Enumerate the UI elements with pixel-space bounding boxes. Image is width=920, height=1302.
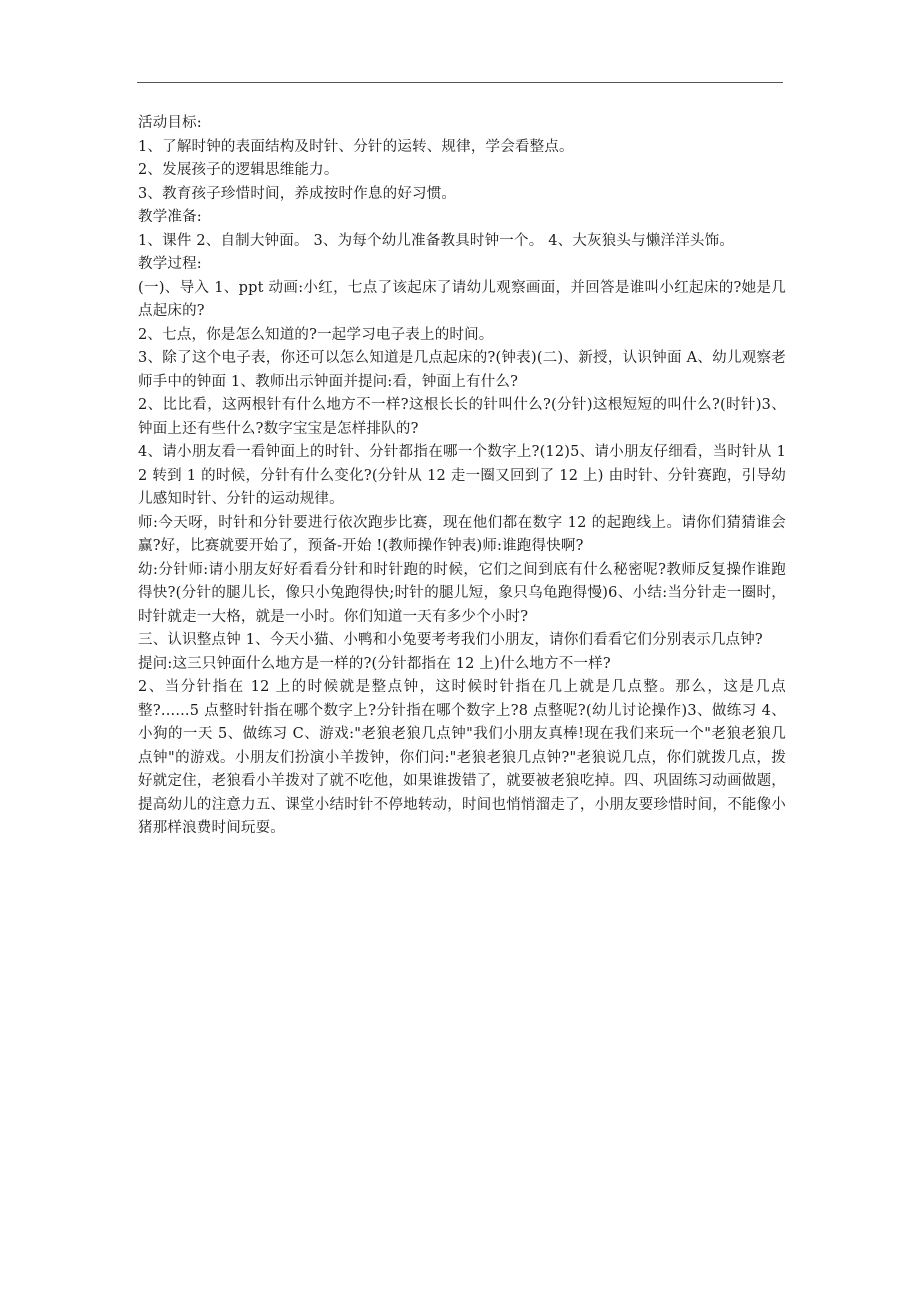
process-paragraph: (一)、导入 1、ppt 动画:小红，七点了该起床了请幼儿观察画面，并回答是谁叫小红起床的?她是几点起床的?: [138, 279, 786, 319]
document-body: [138, 112, 786, 841]
process-paragraph: 2、七点，你是怎么知道的?一起学习电子表上的时间。: [138, 326, 494, 343]
process-paragraph: 3、除了这个电子表，你还可以怎么知道是几点起床的?(钟表)(二)、新授，认识钟面 A、幼儿观察老师手中的钟面 1、教师出示钟面并提问:看，钟面上有什么?: [138, 350, 786, 390]
heading-process: 教学过程:: [138, 256, 202, 272]
process-paragraph: 4、请小朋友看一看钟面上的时针、分针都指在哪一个数字上?(12)5、请小朋友仔细看，当时针从 12 转到 1 的时候，分针有什么变化?(分针从 12 走一圈又回到了 12 上) 由时针、分针赛跑，引导幼儿感知时针、分针的运动规律。: [138, 444, 786, 507]
goal-item: 3、教育孩子珍惜时间，养成按时作息的好习惯。: [138, 185, 457, 202]
header-rule: [137, 82, 783, 83]
heading-goals: 活动目标:: [138, 115, 202, 131]
process-paragraph: 师:今天呀，时针和分针要进行依次跑步比赛，现在他们都在数字 12 的起跑线上。请你们猜猜谁会赢?好，比赛就要开始了，预备-开始 !(教师操作钟表)师:谁跑得快啊?: [138, 514, 786, 554]
process-paragraph: 2、当分针指在 12 上的时候就是整点钟，这时候时针指在几上就是几点整。那么，这是几点整?......5 点整时针指在哪个数字上?分针指在哪个数字上?8 点整呢?(幼儿讨论操作)3、做练习 4、小狗的一天 5、做练习 C、游戏:"老狼老狼几点钟"我们小朋友真棒!现在我们来玩一个"老狼老狼几点钟"的游戏。小朋友们扮演小羊拨钟，你们问:"老狼老狼几点钟?"老狼说几点，你们就拨几点，拨好就定住，老狼看小羊拨对了就不吃他，如果谁拨错了，就要被老狼吃掉。四、巩固练习动画做题，提高幼儿的注意力五、课堂小结时针不停地转动，时间也悄悄溜走了，小朋友要珍惜时间，不能像小猪那样浪费时间玩耍。: [138, 679, 786, 836]
heading-preparation: 教学准备:: [138, 209, 202, 225]
goal-item: 1、了解时钟的表面结构及时针、分针的运转、规律，学会看整点。: [138, 138, 574, 155]
preparation-items: 1、课件 2、自制大钟面。 3、为每个幼儿准备教具时钟一个。 4、大灰狼头与懒洋洋头饰。: [138, 232, 735, 249]
process-paragraph: 2、比比看，这两根针有什么地方不一样?这根长长的针叫什么?(分针)这根短短的叫什么?(时针)3、钟面上还有些什么?数字宝宝是怎样排队的?: [138, 397, 786, 437]
process-paragraph: 幼:分针师:请小朋友好好看看分针和时针跑的时候，它们之间到底有什么秘密呢?教师反复操作谁跑得快?(分针的腿儿长，像只小兔跑得快;时针的腿儿短，象只乌龟跑得慢)6、小结:当分针走一圈时，时针就走一大格，就是一小时。你们知道一天有多少个小时?: [138, 561, 786, 625]
process-paragraph: 提问:这三只钟面什么地方是一样的?(分针都指在 12 上)什么地方不一样?: [138, 655, 611, 672]
goal-item: 2、发展孩子的逻辑思维能力。: [138, 162, 339, 178]
process-paragraph: 三、认识整点钟 1、今天小猫、小鸭和小兔要考考我们小朋友，请你们看看它们分别表示几点钟?: [138, 632, 763, 648]
